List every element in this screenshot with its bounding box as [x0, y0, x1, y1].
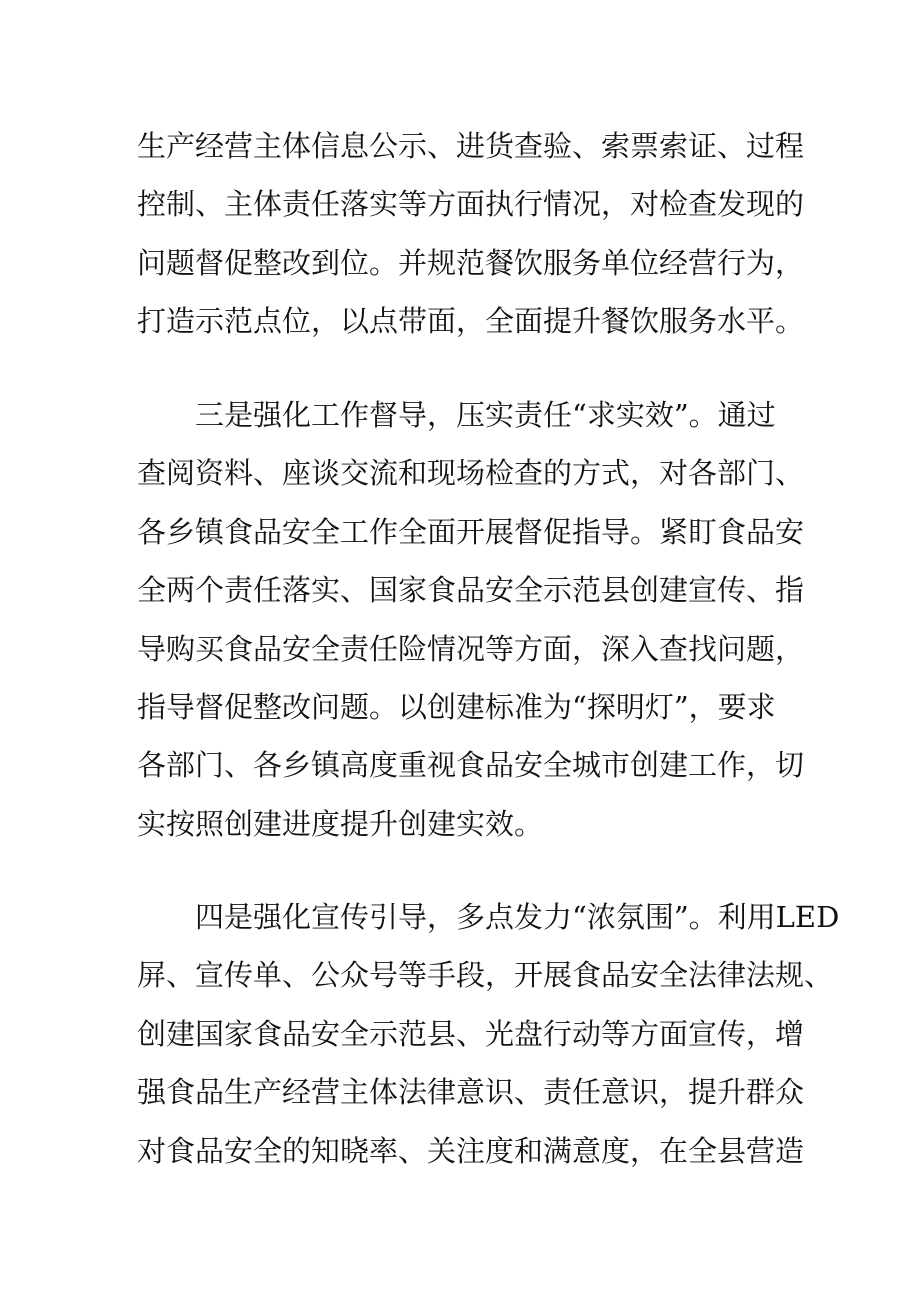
text-line: 查阅资料、座谈交流和现场检查的方式，对各部门、: [137, 456, 805, 491]
text-line: 问题督促整改到位。并规范餐饮服务单位经营行为，: [137, 245, 805, 280]
text-line: 导购买食品安全责任险情况等方面，深入查找问题，: [137, 631, 805, 666]
paragraph-publicity: [137, 888, 840, 1180]
text-line: 三是强化工作督导，压实责任“求实效”。通过: [195, 398, 776, 432]
text-line: 各乡镇食品安全工作全面开展督促指导。紧盯食品安: [137, 514, 805, 549]
text-line: 实按照创建进度提升创建实效。: [137, 806, 544, 841]
text-line: 控制、主体责任落实等方面执行情况，对检查发现的: [137, 187, 805, 222]
paragraph-continuation: [137, 117, 805, 351]
text-line: 全两个责任落实、国家食品安全示范县创建宣传、指: [137, 573, 805, 608]
text-line: 创建国家食品安全示范县、光盘行动等方面宣传，增: [137, 1016, 805, 1051]
text-line: 指导督促整改问题。以创建标准为“探明灯”，要求: [137, 689, 776, 724]
paragraph-supervision: [137, 386, 805, 853]
text-line: 强食品生产经营主体法律意识、责任意识，提升群众: [137, 1075, 805, 1110]
text-line: 各部门、各乡镇高度重视食品安全城市创建工作，切: [137, 748, 805, 783]
text-line: 打造示范点位，以点带面，全面提升餐饮服务水平。: [137, 304, 805, 339]
text-line: 四是强化宣传引导，多点发力“浓氛围”。利用LED: [195, 900, 840, 934]
text-line: 对食品安全的知晓率、关注度和满意度，在全县营造: [137, 1133, 805, 1168]
text-line: 生产经营主体信息公示、进货查验、索票索证、过程: [137, 129, 805, 163]
text-line: 屏、宣传单、公众号等手段，开展食品安全法律法规、: [137, 958, 834, 993]
